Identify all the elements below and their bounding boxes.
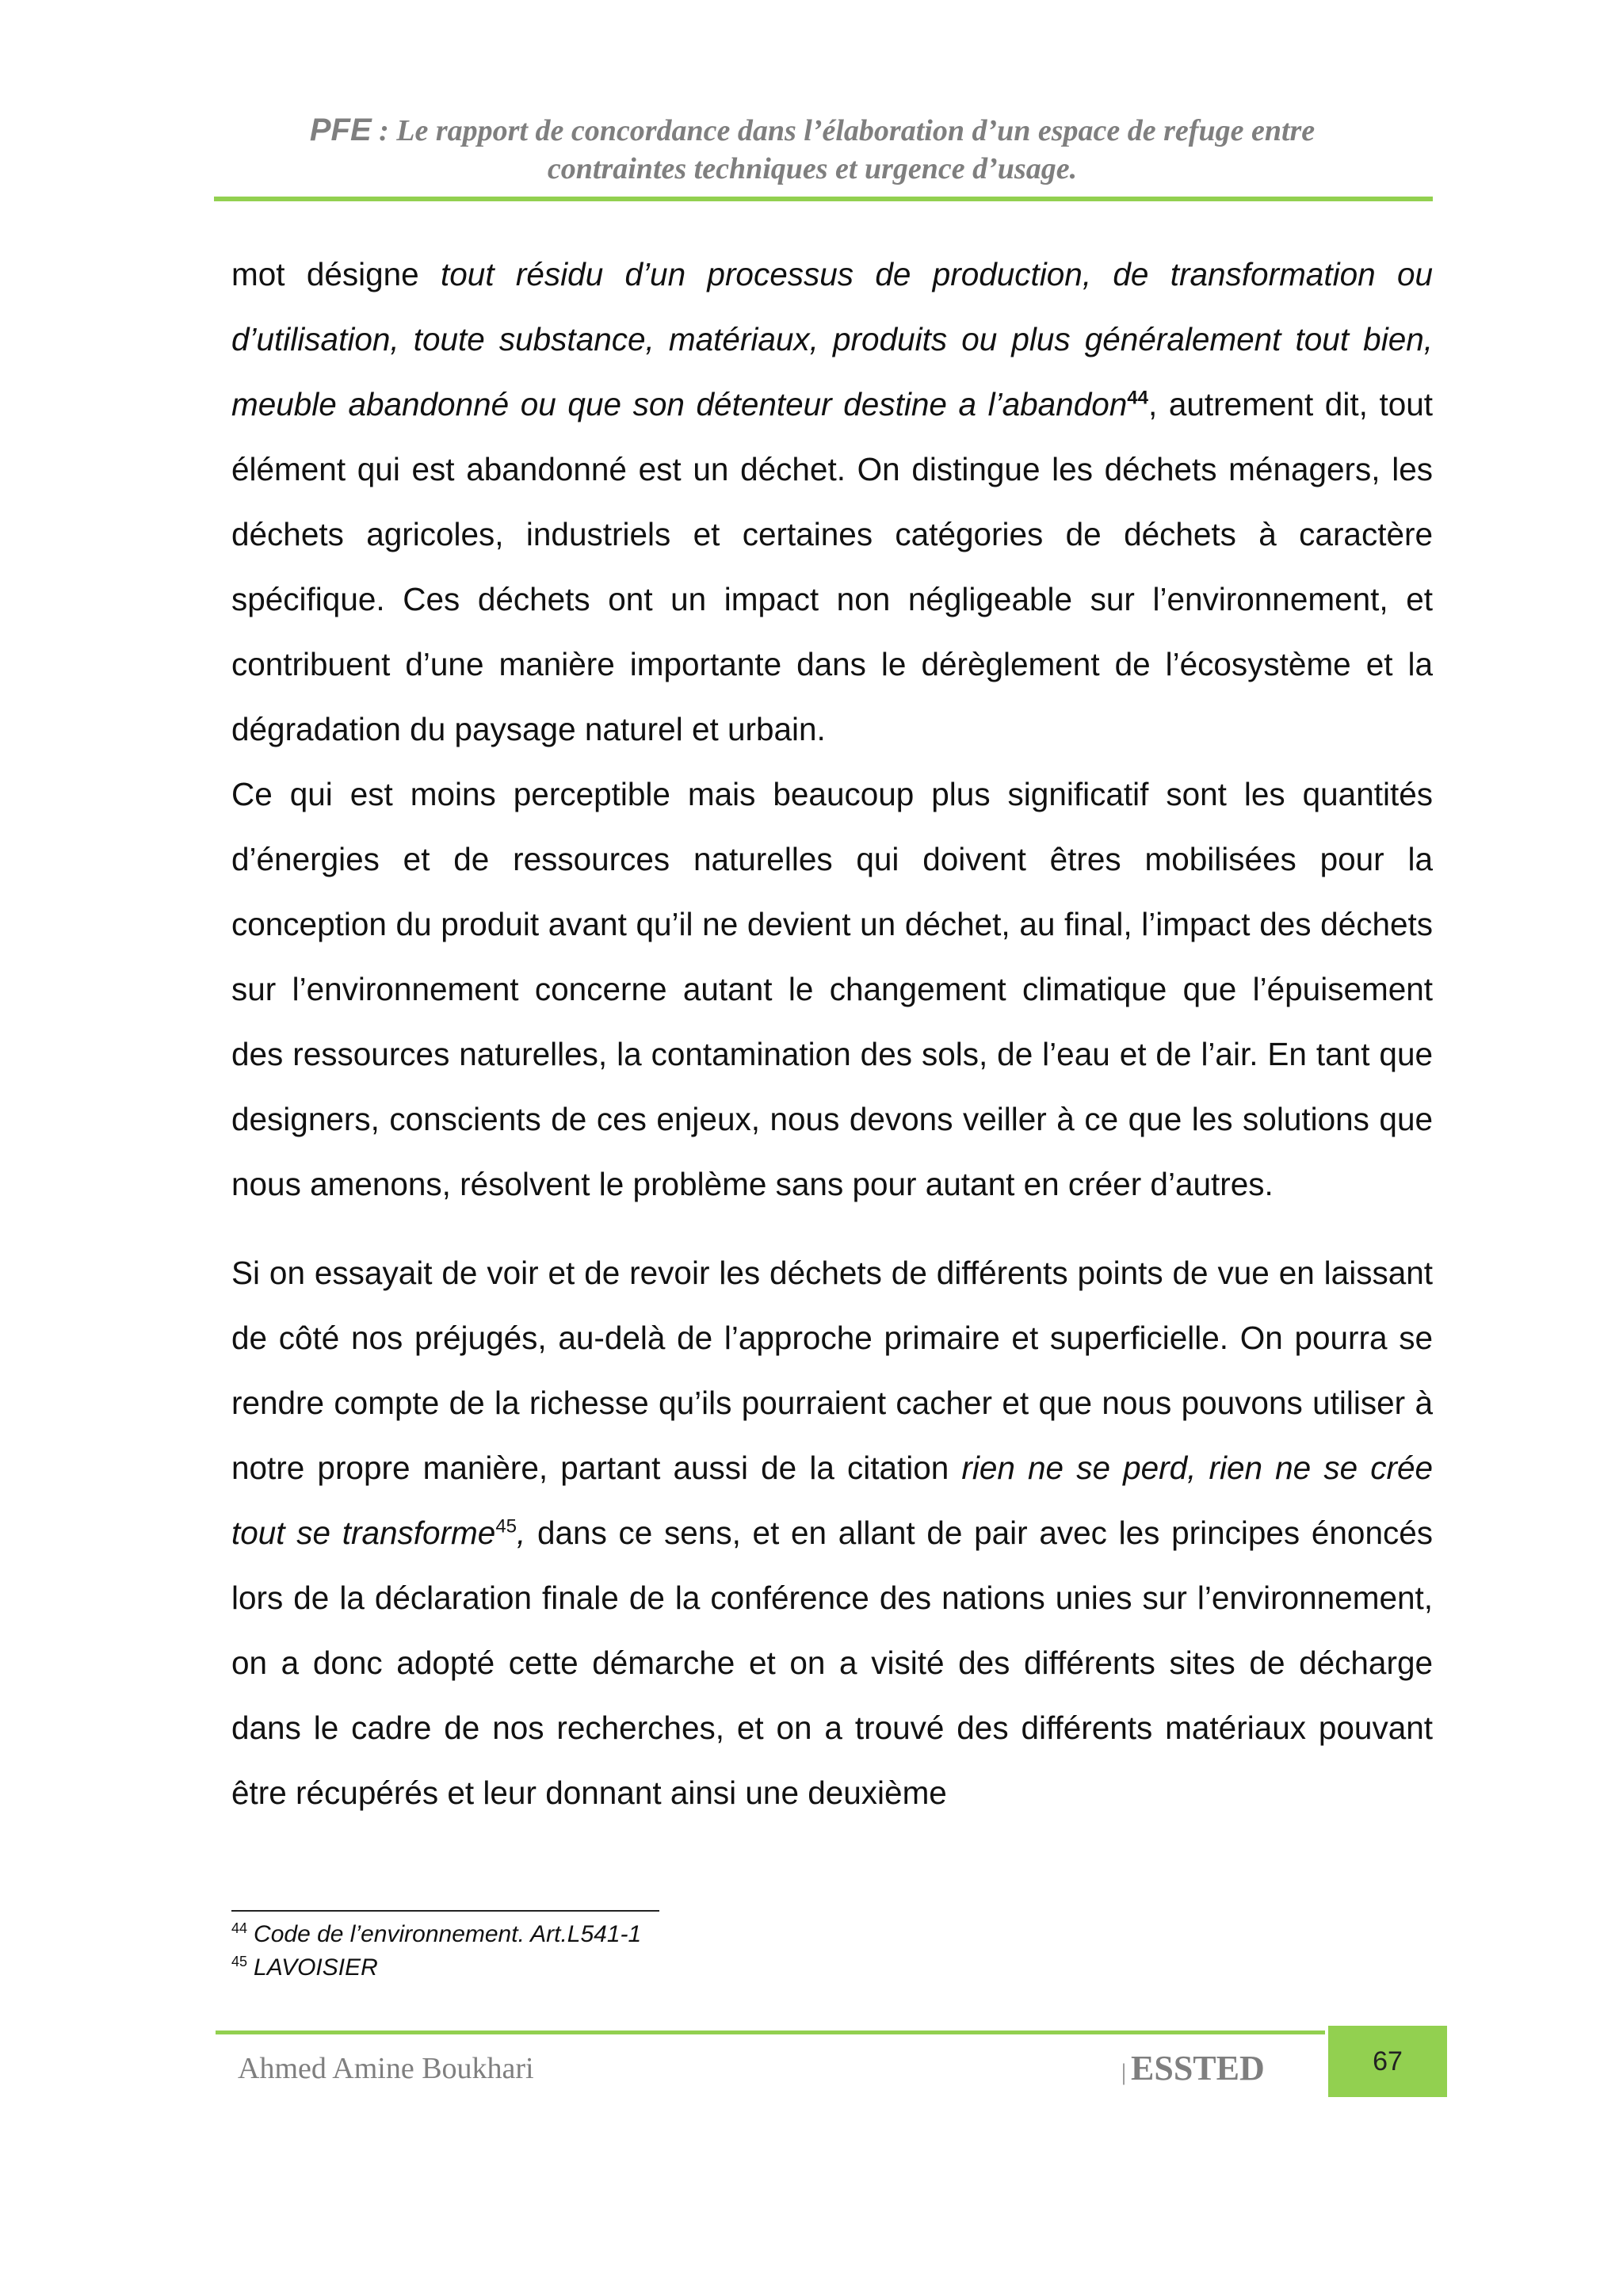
- footnote-45: [231, 1951, 641, 1985]
- page-number: 67: [1328, 2026, 1447, 2097]
- footnotes: [231, 1918, 641, 1985]
- paragraph-2: Ce qui est moins perceptible mais beaucoup plus significatif sont les quantités d’énergies et de ressources naturelles qui doivent êtres mobilisées pour la conception du produit avant qu’il ne devient un déchet, au final, l’impact des déchets sur l’environnement concerne autant le changement climatique que l’épuisement des ressources naturelles, la contamination des sols, de l’eau et de l’air. En tant que designers, conscients de ces enjeux, nous devons veiller à ce que les solutions que nous amenons, résolvent le problème sans pour autant en créer d’autres.: [231, 776, 1433, 1202]
- footnote-separator: [231, 1910, 659, 1912]
- footnote-44: [231, 1918, 641, 1951]
- footnote-ref-44[interactable]: 44: [1127, 387, 1148, 409]
- paragraph-3: [231, 1240, 1433, 1825]
- paragraph-1-rest: , autrement dit, tout élément qui est abandonné est un déchet. On distingue les déchets ménagers, les déchets agricoles, industriels et certaines catégories de déchets à caractère spécifique. Ces déchets ont un impact non négligeable sur l’environnement, et contribuent d’une manière importante dans le dérèglement de l’écosystème et la dégradation du paysage naturel et urbain.: [231, 386, 1433, 747]
- footnote-ref-45[interactable]: 45: [495, 1515, 517, 1538]
- lavoisier-quote: rien ne se perd, rien ne se crée tout se transforme: [231, 1450, 1433, 1551]
- footnote-text: LAVOISIER: [254, 1954, 378, 1981]
- footnote-number: 44: [231, 1920, 248, 1936]
- header-rule: [214, 197, 1433, 201]
- paragraph-3-lead: Si on essayait de voir et de revoir les déchets de différents points de vue en laissant de côté nos préjugés, au-delà de l’approche primaire et superficielle. On pourra se rendre compte de la richesse qu’ils pourraient cacher et que nous pouvons utiliser à notre propre manière, partant aussi de la citation: [231, 1255, 1433, 1486]
- footer-school: [1121, 2048, 1265, 2088]
- footer-school-name: ESSTED: [1131, 2049, 1265, 2088]
- footer-rule: [216, 2030, 1325, 2034]
- header-prefix: PFE: [309, 113, 372, 147]
- header-title-line-1: [214, 111, 1411, 150]
- paragraph-1-lead: mot désigne: [231, 256, 441, 292]
- footer-pipe: |: [1121, 2059, 1127, 2085]
- running-header: [214, 111, 1411, 188]
- footnote-number: 45: [231, 1954, 248, 1969]
- paragraph-1: [231, 242, 1433, 762]
- definition-quote: tout résidu d’un processus de production, de transformation ou d’utilisation, toute substance, matériaux, produits ou plus généralement tout bien, meuble abandonné ou que son détenteur destine a l’abandon: [231, 256, 1434, 422]
- footer-author: Ahmed Amine Boukhari: [238, 2052, 534, 2085]
- footnote-text: Code de l’environnement. Art.L541-1: [254, 1921, 642, 1947]
- body-text: [231, 242, 1433, 1825]
- header-title-line-2: contraintes techniques et urgence d’usage.: [547, 152, 1078, 185]
- header-title-text: : Le rapport de concordance dans l’élaboration d’un espace de refuge entre: [371, 114, 1316, 147]
- paragraph-3-rest: dans ce sens, et en allant de pair avec les principes énoncés lors de la déclaration finale de la conférence des nations unies sur l’environnement, on a donc adopté cette démarche et on a visité des différents sites de décharge dans le cadre de nos recherches, et on a trouvé des différents matériaux pouvant être récupérés et leur donnant ainsi une deuxième: [231, 1515, 1433, 1811]
- quote-comma: ,: [517, 1515, 526, 1551]
